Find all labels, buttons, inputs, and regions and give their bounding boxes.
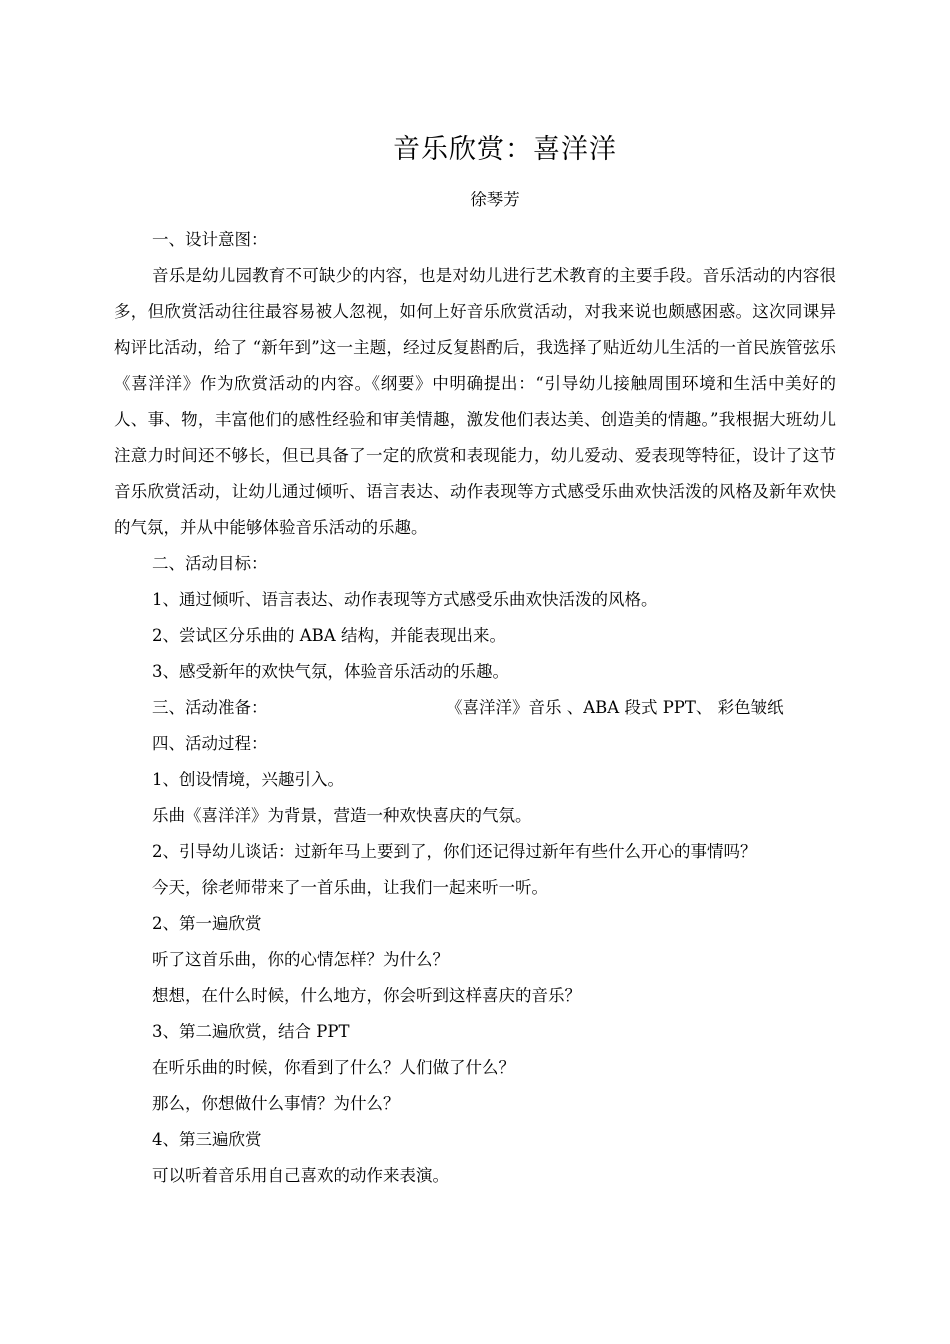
process-line: 乐曲《喜洋洋》为背景，营造一种欢快喜庆的气氛。 xyxy=(152,806,532,825)
section-heading-design: 一、设计意图： xyxy=(152,230,268,249)
process-line: 那么，你想做什么事情？为什么？ xyxy=(152,1094,400,1113)
prep-row xyxy=(114,690,836,726)
process-line: 在听乐曲的时候，你看到了什么？人们做了什么？ xyxy=(152,1058,515,1077)
section-heading-goals: 二、活动目标： xyxy=(152,554,268,573)
process-line: 1、创设情境，兴趣引入。 xyxy=(152,770,344,789)
process-line: 4、第三遍欣赏 xyxy=(152,1130,262,1149)
section-heading-process: 四、活动过程： xyxy=(152,734,268,753)
process-line: 可以听着音乐用自己喜欢的动作来表演。 xyxy=(152,1166,449,1185)
process-line: 听了这首乐曲，你的心情怎样？为什么？ xyxy=(152,950,449,969)
process-line: 3、第二遍欣赏，结合 PPT xyxy=(152,1022,350,1041)
goal-item: 1、通过倾听、语言表达、动作表现等方式感受乐曲欢快活泼的风格。 xyxy=(152,590,658,609)
document-body xyxy=(114,222,836,1194)
process-line: 今天，徐老师带来了一首乐曲，让我们一起来听一听。 xyxy=(152,878,548,897)
goal-item: 3、感受新年的欢快气氛，体验音乐活动的乐趣。 xyxy=(152,662,509,681)
process-line: 2、第一遍欣赏 xyxy=(152,914,262,933)
prep-items: 《喜洋洋》音乐 、ABA 段式 PPT、 彩色皱纸 xyxy=(446,698,784,717)
goal-item: 2、尝试区分乐曲的 ABA 结构，并能表现出来。 xyxy=(152,626,506,645)
section-heading-prep: 三、活动准备： xyxy=(152,698,268,717)
process-line: 想想，在什么时候，什么地方，你会听到这样喜庆的音乐？ xyxy=(152,986,581,1005)
author-name: 徐琴芳 xyxy=(470,190,520,209)
design-paragraph: 音乐是幼儿园教育不可缺少的内容，也是对幼儿进行艺术教育的主要手段。音乐活动的内容很多，但欣赏活动往往最容易被人忽视，如何上好音乐欣赏活动，对我来说也颇感困惑。这次同课异构评比活动，给了 “新年到”这一主题，经过反复斟酌后，我选择了贴近幼儿生活的一首民族管弦乐《喜洋洋》作为欣赏活动的内容。《纲要》中明确提出：“引导幼儿接触周围环境和生活中美好的人、事、物，丰富他们的感性经验和审美情趣，激发他们表达美、创造美的情趣。”我根据大班幼儿注意力时间还不够长，但已具备了一定的欣赏和表现能力，幼儿爱动、爱表现等特征，设计了这节音乐欣赏活动，让幼儿通过倾听、语言表达、动作表现等方式感受乐曲欢快活泼的风格及新年欢快的气氛，并从中能够体验音乐活动的乐趣。 xyxy=(114,266,836,537)
process-line: 2、引导幼儿谈话：过新年马上要到了，你们还记得过新年有些什么开心的事情吗？ xyxy=(152,842,757,861)
document-title: 音乐欣赏：喜洋洋 xyxy=(393,134,617,165)
